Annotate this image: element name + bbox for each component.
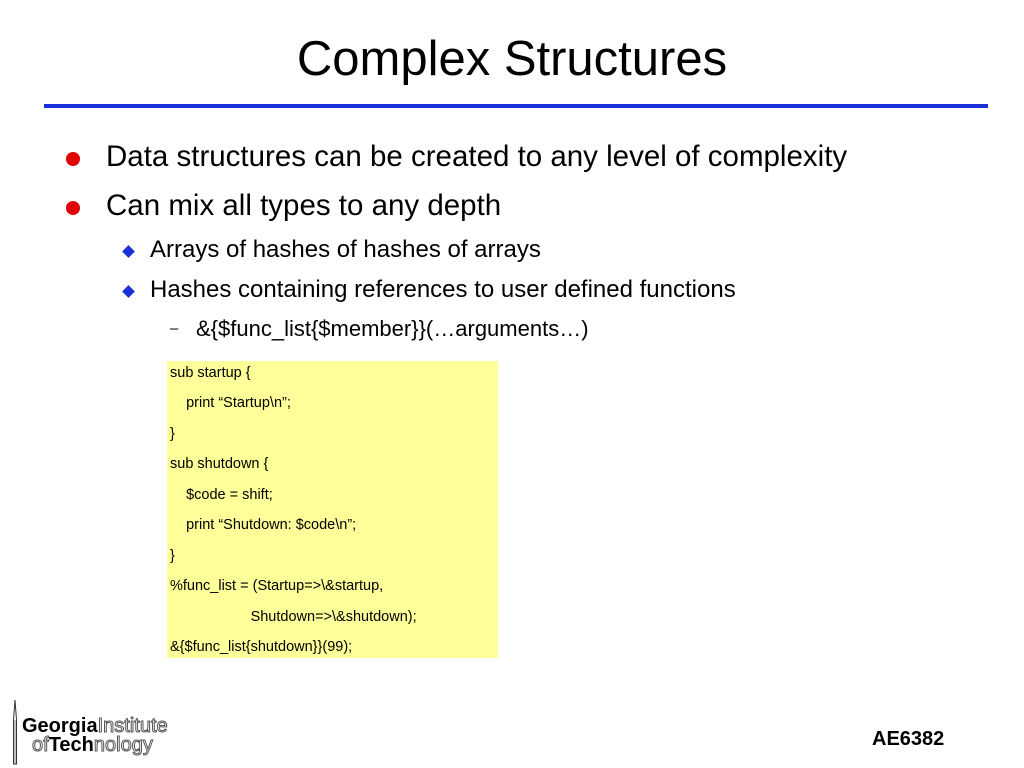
bullet-text: Data structures can be created to any level of complexity [106,140,848,173]
logo-institute-text: Institute [97,715,168,737]
code-line: Shutdown=>\&shutdown); [170,609,417,625]
logo-of-text: of [32,734,49,756]
bullet-text: Can mix all types to any depth [106,189,502,222]
logo-tech-text: Tech [48,734,94,756]
logo-line-2 [32,734,153,756]
sub-sub-bullet-text: &{$func_list{$member}}(…arguments…) [196,316,589,341]
tech-tower-icon [8,700,22,766]
diamond-bullet-icon [122,245,135,258]
sub-bullet-text: Hashes containing references to user defined functions [150,276,736,303]
code-line: } [170,548,175,564]
logo-georgia-text: Georgia [22,715,98,737]
logo-nology-text: nology [93,734,153,756]
sub-bullet-text: Arrays of hashes of hashes of arrays [150,236,541,263]
code-block [167,361,498,658]
code-line: sub startup { [170,365,251,381]
code-line: } [170,426,175,442]
diamond-bullet-icon [122,285,135,298]
dash-bullet-marker: – [170,320,179,337]
code-line: %func_list = (Startup=>\&startup, [170,578,384,594]
red-dot-bullet-icon [66,201,80,215]
title-divider [44,104,988,108]
course-code: AE6382 [872,728,945,750]
code-line: print “Shutdown: $code\n”; [170,517,357,533]
code-line: sub shutdown { [170,456,269,472]
code-line: $code = shift; [170,487,273,503]
slide-title: Complex Structures [296,32,728,86]
code-line: print “Startup\n”; [170,395,291,411]
georgia-tech-logo [8,700,218,766]
code-line: &{$func_list{shutdown}}(99); [170,639,353,655]
red-dot-bullet-icon [66,152,80,166]
